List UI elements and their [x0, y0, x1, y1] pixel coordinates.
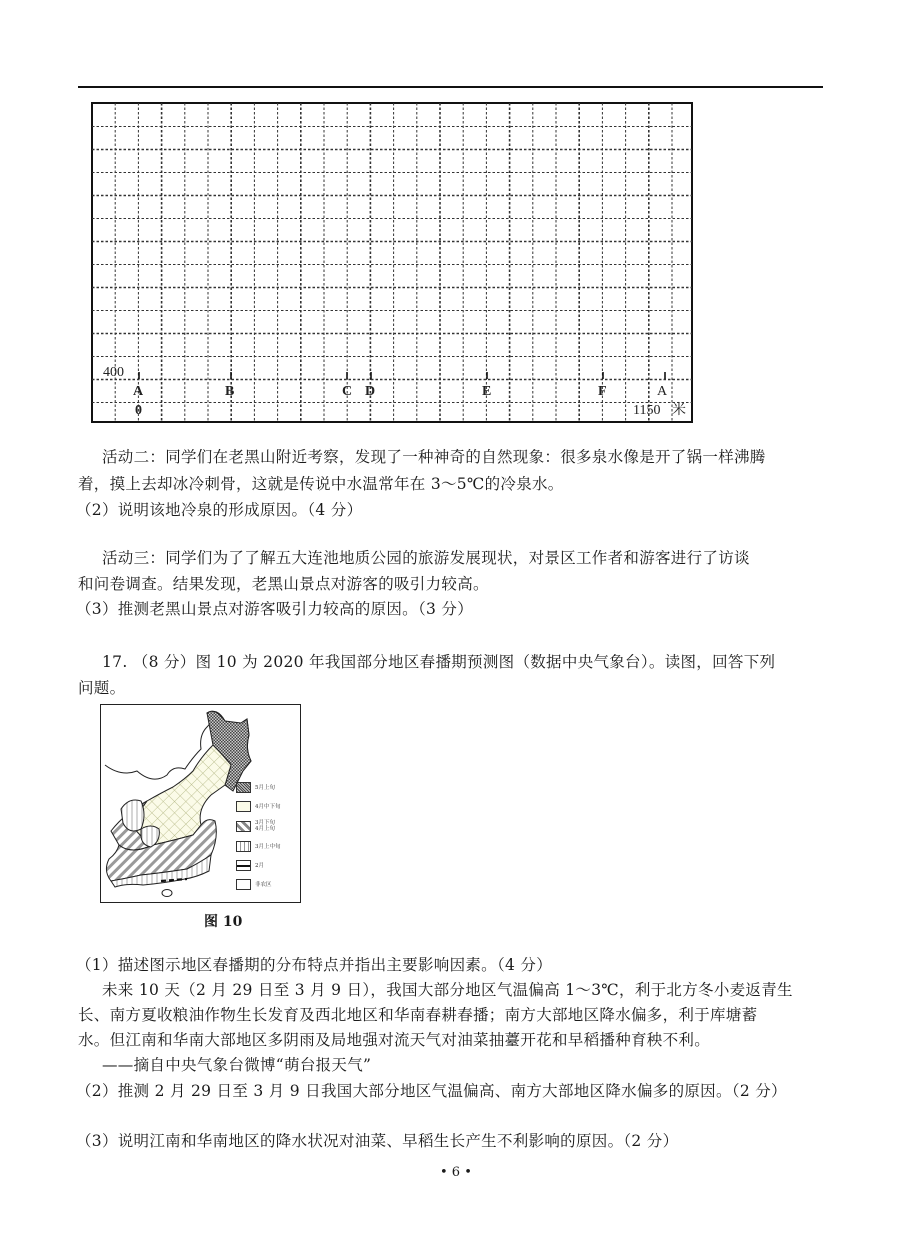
legend-label: 4月中下旬 [255, 803, 281, 810]
profile-grid-box [91, 102, 693, 423]
grid-point-c: C [342, 384, 353, 399]
legend-item-non-agricultural [236, 879, 272, 890]
header-rule [78, 86, 823, 88]
q17-sub2: （2）推测 2 月 29 日至 3 月 9 日我国大部分地区气温偏高、南方大部地区降水偏多的原因。（2 分） [76, 1082, 787, 1100]
activity3-text-line2: 和问卷调查。结果发现，老黑山景点对游客的吸引力较高。 [78, 575, 489, 593]
figure-caption: 图 10 [204, 914, 243, 930]
legend-swatch-diagonal-icon [236, 821, 251, 832]
grid-point-a-start: A [133, 384, 144, 399]
activity2-text-line2: 着，摸上去却冰冷刺骨，这就是传说中水温常年在 3～5℃的冷泉水。 [78, 475, 564, 493]
legend-swatch-grid-icon [236, 801, 251, 812]
legend-swatch-dash-icon [236, 860, 251, 871]
grid-unit: 米 [672, 403, 686, 418]
question-2: （2）说明该地冷泉的形成原因。（4 分） [76, 501, 363, 519]
grid-end-value: 1150 [633, 403, 661, 418]
q17-sub1: （1）描述图示地区春播期的分布特点并指出主要影响因素。（4 分） [76, 956, 553, 974]
page-number: • 6 • [440, 1165, 472, 1180]
grid-point-d: D [365, 384, 376, 399]
legend-swatch-vertical-icon [236, 841, 251, 852]
passage-line3: 水。但江南和华南大部地区多阴雨及局地强对流天气对油菜抽薹开花和早稻播种育秧不利。 [78, 1031, 711, 1049]
passage-source: ——摘自中央气象台微博“萌台报天气” [102, 1056, 372, 1074]
grid-point-b: B [225, 384, 235, 399]
q17-sub3: （3）说明江南和华南地区的降水状况对油菜、早稻生长产生不利影响的原因。（2 分） [76, 1132, 679, 1150]
legend-item-february [236, 860, 264, 871]
passage-line2: 长、南方夏收粮油作物生长发育及西北地区和华南春耕春播；南方大部地区降水偏多，利于库塘蓄 [78, 1006, 758, 1024]
legend-label: 5月上旬 [255, 784, 275, 791]
legend-item-may-early [236, 782, 275, 793]
legend-label: 非农区 [255, 881, 272, 888]
legend-swatch-dense-icon [236, 782, 251, 793]
activity2-text-line1: 活动二：同学们在老黑山附近考察，发现了一种神奇的自然现象：很多泉水像是开了锅一样沸腾 [102, 448, 766, 466]
legend-item-march-early-mid [236, 841, 281, 852]
passage-line1: 未来 10 天（2 月 29 日至 3 月 9 日），我国大部分地区气温偏高 1～3℃，利于北方冬小麦返青生 [102, 981, 793, 999]
grid-point-a-end: A [657, 384, 668, 399]
legend-item-march-late-april-early [236, 820, 277, 832]
legend-swatch-blank-icon [236, 879, 251, 890]
question-3: （3）推测老黑山景点对游客吸引力较高的原因。（3 分） [76, 600, 474, 618]
grid-start-value: 0 [135, 403, 142, 418]
grid-point-e: E [482, 384, 492, 399]
q17-text-line2: 问题。 [78, 679, 126, 697]
legend-item-april-mid-late [236, 801, 281, 812]
grid-point-f: F [598, 384, 607, 399]
q17-text-line1: 17. （8 分）图 10 为 2020 年我国部分地区春播期预测图（数据中央气象台）。读图，回答下列 [102, 653, 776, 671]
grid-y-label: 400 [103, 365, 124, 380]
legend-label: 3月上中旬 [255, 843, 281, 850]
legend-label: 3月下旬 4月上旬 [255, 820, 275, 832]
legend-label: 2月 [255, 862, 264, 869]
activity3-text-line1: 活动三：同学们为了了解五大连池地质公园的旅游发展现状，对景区工作者和游客进行了访谈 [102, 549, 750, 567]
